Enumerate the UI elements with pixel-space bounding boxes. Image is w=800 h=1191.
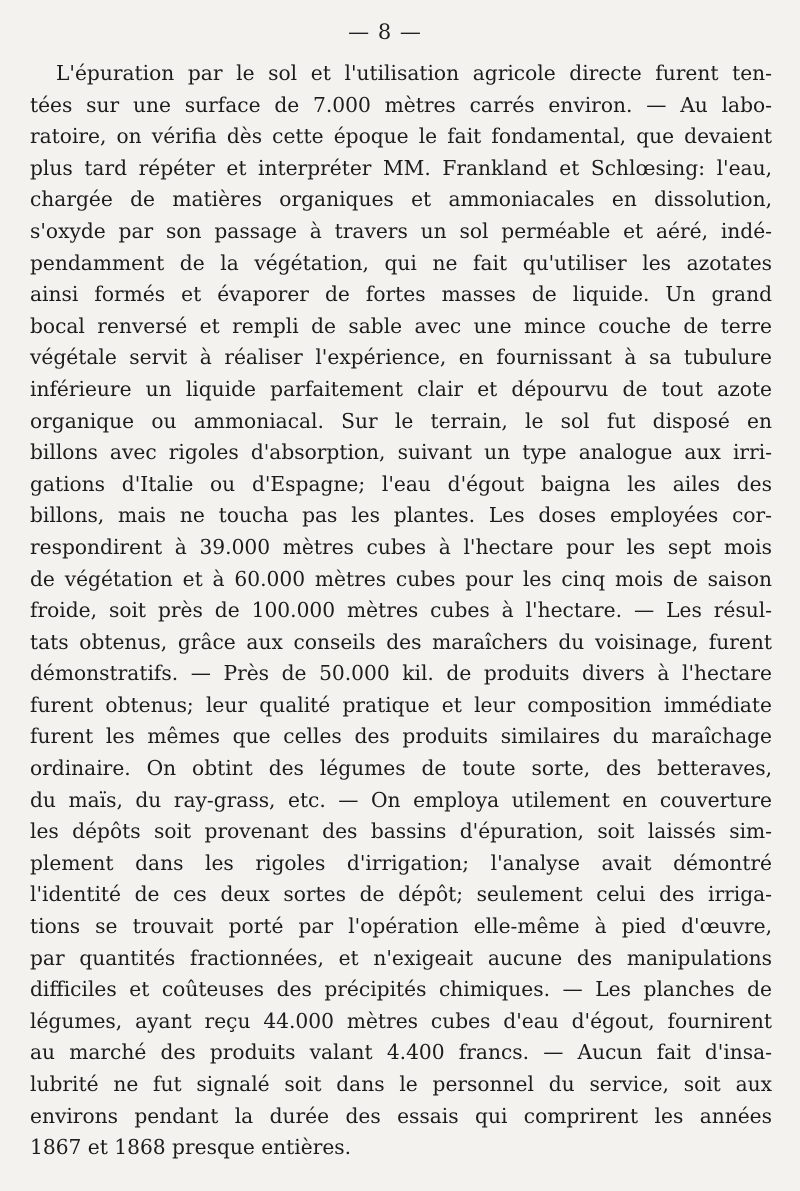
text-line: tions se trouvait porté par l'opération elle-même à pied d'œuvre, xyxy=(30,914,772,939)
text-line: inférieure un liquide parfaitement clair et dépourvu de tout azote xyxy=(30,376,772,401)
body-paragraph xyxy=(30,58,772,1164)
text-line: végétale servit à réaliser l'expérience, en fournissant à sa tubulure xyxy=(30,345,772,370)
text-line: s'oxyde par son passage à travers un sol perméable et aéré, indé- xyxy=(30,218,772,243)
text-line: de végétation et à 60.000 mètres cubes pour les cinq mois de saison xyxy=(30,566,772,591)
text-line: tats obtenus, grâce aux conseils des maraîchers du voisinage, furent xyxy=(30,629,772,654)
text-line: pendamment de la végétation, qui ne fait qu'utiliser les azotates xyxy=(30,250,772,275)
text-line: tées sur une surface de 7.000 mètres carrés environ. — Au labo- xyxy=(30,92,772,117)
text-line: ainsi formés et évaporer de fortes masses de liquide. Un grand xyxy=(30,282,772,307)
text-line: démonstratifs. — Près de 50.000 kil. de produits divers à l'hectare xyxy=(30,661,772,686)
text-line: furent les mêmes que celles des produits similaires du maraîchage xyxy=(30,724,772,749)
text-line: 1867 et 1868 presque entières. xyxy=(30,1135,352,1160)
text-line: L'épuration par le sol et l'utilisation agricole directe furent ten- xyxy=(56,61,772,85)
text-line: froide, soit près de 100.000 mètres cubes à l'hectare. — Les résul- xyxy=(30,598,772,623)
text-line: billons, mais ne toucha pas les plantes. Les doses employées cor- xyxy=(30,503,772,528)
text-line: chargée de matières organiques et ammoniacales en dissolution, xyxy=(30,187,772,212)
text-line: plus tard répéter et interpréter MM. Frankland et Schlœsing: l'eau, xyxy=(30,155,772,180)
text-line: ratoire, on vérifia dès cette époque le fait fondamental, que devaient xyxy=(30,124,772,149)
text-line: billons avec rigoles d'absorption, suivant un type analogue aux irri- xyxy=(30,440,772,465)
text-line: lubrité ne fut signalé soit dans le personnel du service, soit aux xyxy=(30,1072,772,1096)
text-line: environs pendant la durée des essais qui comprirent les années xyxy=(30,1103,772,1128)
text-line: respondirent à 39.000 mètres cubes à l'hectare pour les sept mois xyxy=(30,534,772,559)
text-line: par quantités fractionnées, et n'exigeait aucune des manipulations xyxy=(30,945,772,970)
text-line: difficiles et coûteuses des précipités chimiques. — Les planches de xyxy=(30,977,772,1002)
text-line: au marché des produits valant 4.400 francs. — Aucun fait d'insa- xyxy=(30,1040,772,1065)
text-line: furent obtenus; leur qualité pratique et leur composition immédiate xyxy=(30,692,772,717)
text-line: plement dans les rigoles d'irrigation; l'analyse avait démontré xyxy=(30,850,772,875)
text-line: organique ou ammoniacal. Sur le terrain, le sol fut disposé en xyxy=(30,408,772,433)
text-line: bocal renversé et rempli de sable avec une mince couche de terre xyxy=(30,313,772,338)
page-number: — 8 — xyxy=(348,20,422,44)
text-line: l'identité de ces deux sortes de dépôt; seulement celui des irriga- xyxy=(30,882,772,907)
text-line: légumes, ayant reçu 44.000 mètres cubes d'eau d'égout, fournirent xyxy=(30,1008,772,1033)
text-line: gations d'Italie ou d'Espagne; l'eau d'égout baigna les ailes des xyxy=(30,471,772,496)
text-line: du maïs, du ray-grass, etc. — On employa utilement en couverture xyxy=(30,787,772,812)
text-line: les dépôts soit provenant des bassins d'épuration, soit laissés sim- xyxy=(30,819,772,844)
text-line: ordinaire. On obtint des légumes de toute sorte, des betteraves, xyxy=(30,756,772,781)
